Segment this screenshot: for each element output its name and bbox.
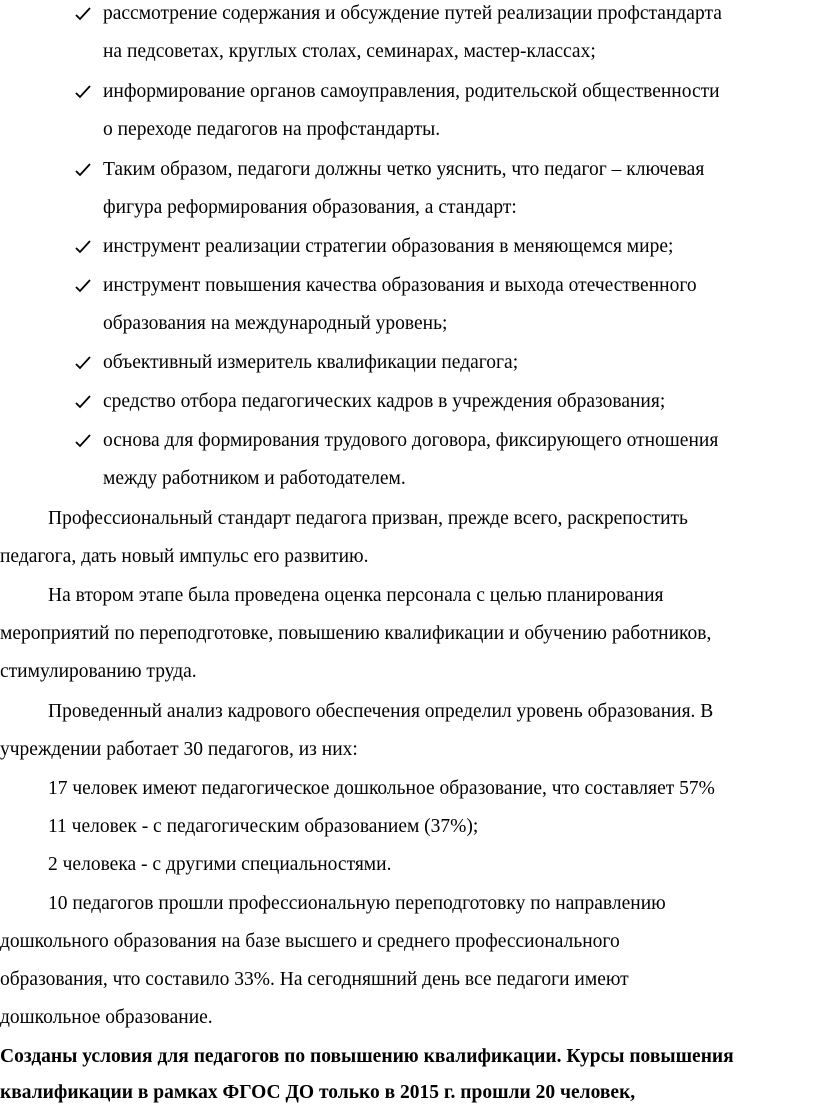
paragraph-2-line-2: мероприятий по переподготовке, повышению квалификации и обучению работников, <box>0 623 712 644</box>
bullet-2-line-1: информирование органов самоуправления, родительской общественности <box>103 81 720 102</box>
bullet-4-line-1: инструмент реализации стратегии образования в меняющемся мире; <box>103 236 674 257</box>
bullet-1-line-1: рассмотрение содержания и обсуждение путей реализации профстандарта <box>103 3 722 24</box>
checkmark-icon <box>75 390 93 414</box>
paragraph-7-line-4: дошкольное образование. <box>0 1007 213 1028</box>
checkmark-icon <box>75 351 93 375</box>
paragraph-1-line-1: Профессиональный стандарт педагога призван, прежде всего, раскрепостить <box>48 508 688 529</box>
checkmark-icon <box>75 158 93 182</box>
bullet-1-line-2: на педсоветах, круглых столах, семинарах, мастер-классах; <box>103 41 596 62</box>
paragraph-4-line-1: 17 человек имеют педагогическое дошкольное образование, что составляет 57% <box>48 778 715 799</box>
bullet-3-line-1: Таким образом, педагоги должны четко уяснить, что педагог – ключевая <box>103 159 705 180</box>
paragraph-2-line-1: На втором этапе была проведена оценка персонала с целью планирования <box>48 585 664 606</box>
paragraph-3-line-2: учреждении работает 30 педагогов, из них: <box>0 739 358 760</box>
bullet-6-line-1: объективный измеритель квалификации педагога; <box>103 352 519 373</box>
checkmark-icon <box>75 2 93 26</box>
checkmark-icon <box>75 429 93 453</box>
paragraph-3-line-1: Проведенный анализ кадрового обеспечения определил уровень образования. В <box>48 701 714 722</box>
checkmark-icon <box>75 80 93 104</box>
bold-paragraph-line-1: Созданы условия для педагогов по повышению квалификации. Курсы повышения <box>0 1046 734 1067</box>
paragraph-7-line-3: образования, что составило 33%. На сегодняшний день все педагоги имеют <box>0 969 629 990</box>
bullet-8-line-1: основа для формирования трудового договора, фиксирующего отношения <box>103 430 719 451</box>
paragraph-7-line-1: 10 педагогов прошли профессиональную переподготовку по направлению <box>48 893 666 914</box>
bold-paragraph-line-2: квалификации в рамках ФГОС ДО только в 2015 г. прошли 20 человек, <box>0 1082 636 1103</box>
paragraph-1-line-2: педагога, дать новый импульс его развитию. <box>0 546 369 567</box>
checkmark-icon <box>75 274 93 298</box>
bullet-2-line-2: о переходе педагогов на профстандарты. <box>103 119 441 140</box>
bullet-7-line-1: средство отбора педагогических кадров в учреждения образования; <box>103 391 666 412</box>
bullet-8-line-2: между работником и работодателем. <box>103 468 406 489</box>
bullet-5-line-1: инструмент повышения качества образования и выхода отечественного <box>103 275 697 296</box>
paragraph-5-line-1: 11 человек - с педагогическим образованием (37%); <box>48 816 479 837</box>
checkmark-icon <box>75 235 93 259</box>
bullet-3-line-2: фигура реформирования образования, а стандарт: <box>103 197 517 218</box>
paragraph-6-line-1: 2 человека - с другими специальностями. <box>48 854 392 875</box>
paragraph-7-line-2: дошкольного образования на базе высшего и среднего профессионального <box>0 931 620 952</box>
paragraph-2-line-3: стимулированию труда. <box>0 661 197 682</box>
bullet-5-line-2: образования на международный уровень; <box>103 313 448 334</box>
